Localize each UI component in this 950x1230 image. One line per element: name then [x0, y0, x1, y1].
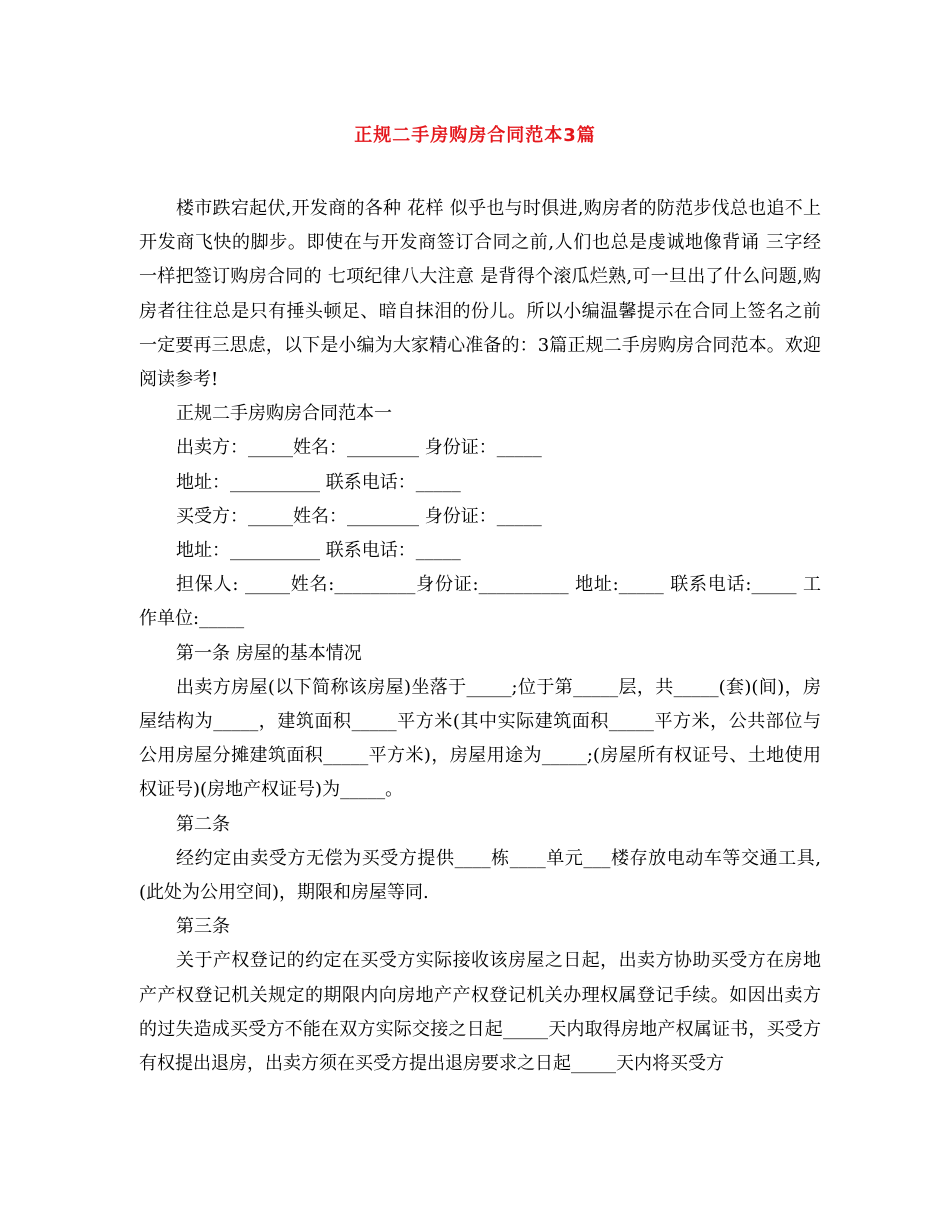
guarantor-info-line: 担保人: _____姓名:_________身份证:__________ 地址:_____ 联系电话:_____ 工作单位:_____ [139, 574, 821, 630]
intro-paragraph: 楼市跌宕起伏,开发商的各种 花样 似乎也与时俱进,购房者的防范步伐总也追不上开发商飞快的脚步。即使在与开发商签订合同之前,人们也总是虔诚地像背诵 三字经 一样把签订购房合同的 七项纪律八大注意 是背得个滚瓜烂熟,可一旦出了什么问题,购房者往往总是只有捶头顿足、暗自抹泪的份儿。所以小编温馨提示在合同上签名之前一定要再三思虑，以下是小编为大家精心准备的：3篇正规二手房购房合同范本。欢迎阅读参考! [139, 198, 827, 391]
article-3-body: 关于产权登记的约定在买受方实际接收该房屋之日起，出卖方协助买受方在房地产产权登记机关规定的期限内向房地产产权登记机关办理权属登记手续。如因出卖方的过失造成买受方不能在双方实际交接之日起_____天内取得房地产权属证书，买受方有权提出退房，出卖方须在买受方提出退房要求之日起_____天内将买受方 [139, 950, 821, 1075]
buyer-info-line: 买受方：_____姓名：________ 身份证：_____ [176, 505, 542, 527]
document-body [139, 192, 827, 1081]
seller-info-line: 出卖方：_____姓名：________ 身份证：_____ [176, 437, 542, 459]
article-2-heading: 第二条 [176, 813, 230, 835]
document-title: 正规二手房购房合同范本3篇 [354, 125, 596, 146]
article-1-body: 出卖方房屋(以下简称该房屋)坐落于_____;位于第_____层，共_____(套)(间)，房屋结构为_____，建筑面积_____平方米(其中实际建筑面积_____平方米，公共部位与公用房屋分摊建筑面积_____平方米)，房屋用途为_____;(房屋所有权证号、土地使用权证号)(房地产权证号)为_____。 [139, 676, 821, 801]
article-3-heading: 第三条 [176, 916, 230, 938]
article-1-heading: 第一条 房屋的基本情况 [176, 642, 362, 664]
seller-address-line: 地址：__________ 联系电话：_____ [176, 471, 461, 493]
buyer-address-line: 地址：__________ 联系电话：_____ [176, 540, 461, 562]
section-heading: 正规二手房购房合同范本一 [176, 403, 392, 425]
article-2-body: 经约定由卖受方无偿为买受方提供____栋____单元___楼存放电动车等交通工具,(此处为公用空间)，期限和房屋等同. [139, 847, 821, 904]
